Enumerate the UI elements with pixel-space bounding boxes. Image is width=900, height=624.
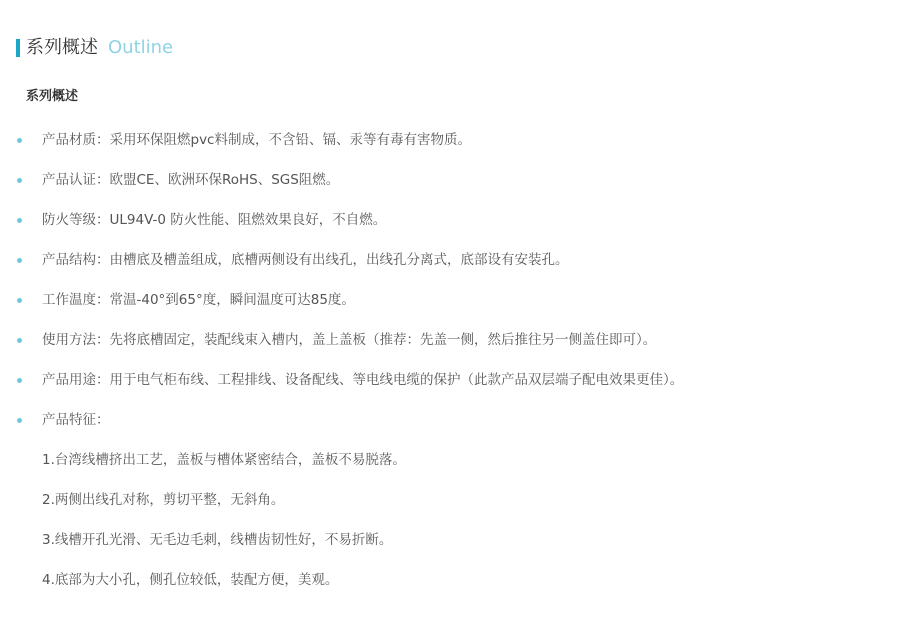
feature-sub-item (0, 560, 900, 600)
list-item-text: 产品结构：由槽底及槽盖组成，底槽两侧设有出线孔，出线孔分离式，底部设有安装孔。 (42, 252, 569, 268)
bullet-dot (17, 258, 22, 263)
list-item (0, 360, 900, 400)
list-item-text: 产品用途：用于电气柜布线、工程排线、设备配线、等电线电缆的保护（此款产品双层端子配电效果更佳）。 (42, 372, 684, 388)
list-item (0, 120, 900, 160)
bullet-dot (17, 178, 22, 183)
list-item-text: 产品特征： (42, 412, 110, 428)
list-item (0, 200, 900, 240)
feature-sub-item (0, 480, 900, 520)
bullet-dot (17, 418, 22, 423)
header-subtitle: Outline (108, 37, 174, 58)
header-title: 系列概述 (26, 37, 98, 58)
bullet-dot (17, 138, 22, 143)
accent-bar (16, 39, 20, 57)
feature-sub-item (0, 440, 900, 480)
section-title: 系列概述 (26, 89, 79, 104)
feature-sub-item-text: 1.台湾线槽挤出工艺，盖板与槽体紧密结合，盖板不易脱落。 (42, 452, 406, 468)
bullet-dot (17, 378, 22, 383)
bullet-dot (17, 218, 22, 223)
list-item-text: 防火等级：UL94V-0 防火性能、阻燃效果良好，不自燃。 (42, 212, 387, 228)
bullet-dot (17, 338, 22, 343)
list-item (0, 160, 900, 200)
list-item-text: 工作温度：常温-40°到65°度，瞬间温度可达85度。 (42, 292, 355, 308)
list-item (0, 320, 900, 360)
feature-sub-item-text: 3.线槽开孔光滑、无毛边毛刺，线槽齿韧性好，不易折断。 (42, 532, 393, 548)
list-item (0, 400, 900, 440)
feature-sub-item-text: 2.两侧出线孔对称，剪切平整，无斜角。 (42, 492, 285, 508)
feature-list (0, 120, 900, 600)
list-item-text: 产品材质：采用环保阻燃pvc料制成，不含铅、镉、汞等有毒有害物质。 (42, 132, 471, 148)
feature-sub-item-text: 4.底部为大小孔，侧孔位较低，装配方便，美观。 (42, 572, 339, 588)
feature-sub-item (0, 520, 900, 560)
list-item-text: 产品认证：欧盟CE、欧洲环保RoHS、SGS阻燃。 (42, 172, 340, 188)
bullet-dot (17, 298, 22, 303)
list-item (0, 240, 900, 280)
list-item-text: 使用方法：先将底槽固定，装配线束入槽内，盖上盖板（推荐：先盖一侧，然后推往另一侧盖住即可）。 (42, 332, 657, 348)
section-header (16, 37, 173, 59)
list-item (0, 280, 900, 320)
